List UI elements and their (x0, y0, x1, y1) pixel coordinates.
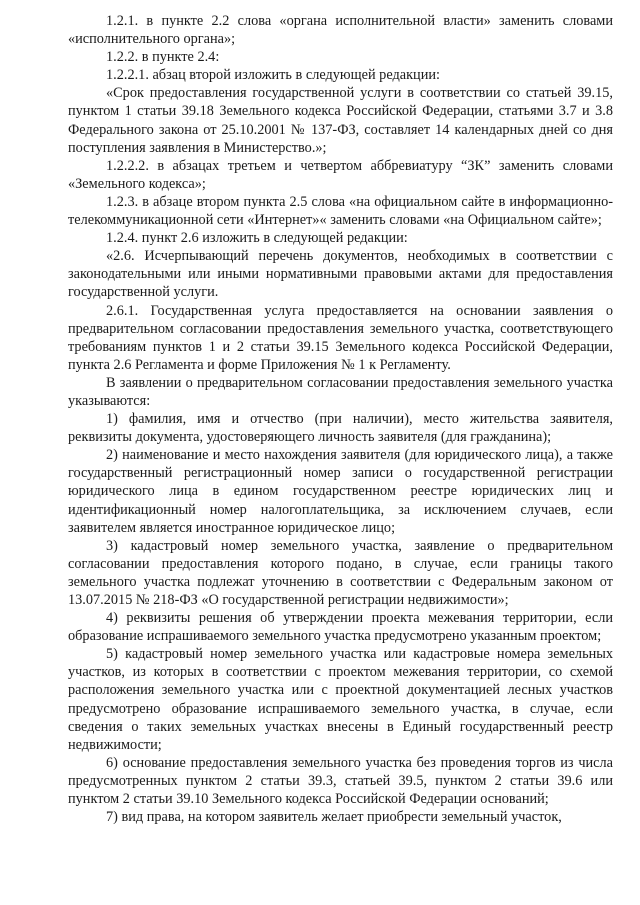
paragraph-quote-term: «Срок предоставления государственной услуги в соответствии со статьей 39.15, пунктом 1 статьи 39.18 Земельного кодекса Российской Федерации, статьями 3.7 и 3.8 Федерального закона от 25.10.2001 № 137-ФЗ, составляет 14 календарных дней со дня поступления заявления в Министерство.»; (68, 85, 613, 156)
paragraph-2-6: «2.6. Исчерпывающий перечень документов, необходимых в соответствии с законодательными или иными нормативными правовыми актами для предоставления государственной услуги. (68, 248, 613, 301)
list-item-5: 5) кадастровый номер земельного участка или кадастровые номера земельных участков, из которых в соответствии с проектом межевания территории, со схемой расположения земельного участка или с проектной документацией лесных участков предусмотрено образование испрашиваемого земельного участка, в случае, если сведения о таких земельных участках внесены в Единый государственный реестр недвижимости; (68, 646, 613, 753)
list-item-6: 6) основание предоставления земельного участка без проведения торгов из числа предусмотренных пунктом 2 статьи 39.3, статьей 39.5, пунктом 2 статьи 39.6 или пунктом 2 статьи 39.10 Земельного кодекса Российской Федерации оснований; (68, 754, 613, 808)
paragraph-1-2-2-1: 1.2.2.1. абзац второй изложить в следующей редакции: (106, 67, 440, 84)
paragraph-application-contents: В заявлении о предварительном согласовании предоставления земельного участка указываются: (68, 374, 613, 409)
paragraph-1-2-2-2: 1.2.2.2. в абзацах третьем и четвертом аббревиатуру “ЗК” заменить словами «Земельного кодекса»; (68, 157, 613, 192)
paragraph-2-6-1: 2.6.1. Государственная услуга предоставляется на основании заявления о предварительном согласовании предоставления земельного участка, соответствующего требованиям пунктов 1 и 2 статьи 39.15 Земельного кодекса Российской Федерации, пункта 2.6 Регламента и форме Приложения № 1 к Регламенту. (68, 302, 613, 373)
document-page (68, 12, 613, 826)
paragraph-1-2-3: 1.2.3. в абзаце втором пункта 2.5 слова «на официальном сайте в информационно-телекоммуникационной сети «Интернет»« заменить словами «на Официальном сайте»; (68, 193, 613, 229)
list-item-1: 1) фамилия, имя и отчество (при наличии), место жительства заявителя, реквизиты документа, удостоверяющего личность заявителя (для гражданина); (68, 411, 613, 446)
paragraph-1-2-1: 1.2.1. в пункте 2.2 слова «органа исполнительной власти» заменить словами «исполнительного органа»; (68, 13, 613, 48)
list-item-7: 7) вид права, на котором заявитель желает приобрести земельный участок, (106, 809, 562, 826)
paragraph-1-2-2: 1.2.2. в пункте 2.4: (106, 49, 220, 66)
list-item-3: 3) кадастровый номер земельного участка, заявление о предварительном согласовании предоставления которого подано, в случае, если границы такого земельного участка подлежат уточнению в соответствии с Федеральным законом от 13.07.2015 № 218-ФЗ «О государственной регистрации недвижимости»; (68, 537, 613, 608)
list-item-2: 2) наименование и место нахождения заявителя (для юридического лица), а также государственный регистрационный номер записи о государственной регистрации юридического лица в едином государственном реестре юридических лиц и идентификационный номер налогоплательщика, за исключением случаев, если заявителем является иностранное юридическое лицо; (68, 447, 613, 536)
paragraph-1-2-4: 1.2.4. пункт 2.6 изложить в следующей редакции: (106, 230, 408, 247)
list-item-4: 4) реквизиты решения об утверждении проекта межевания территории, если образование испрашиваемого земельного участка предусмотрено указанным проектом; (68, 610, 613, 645)
